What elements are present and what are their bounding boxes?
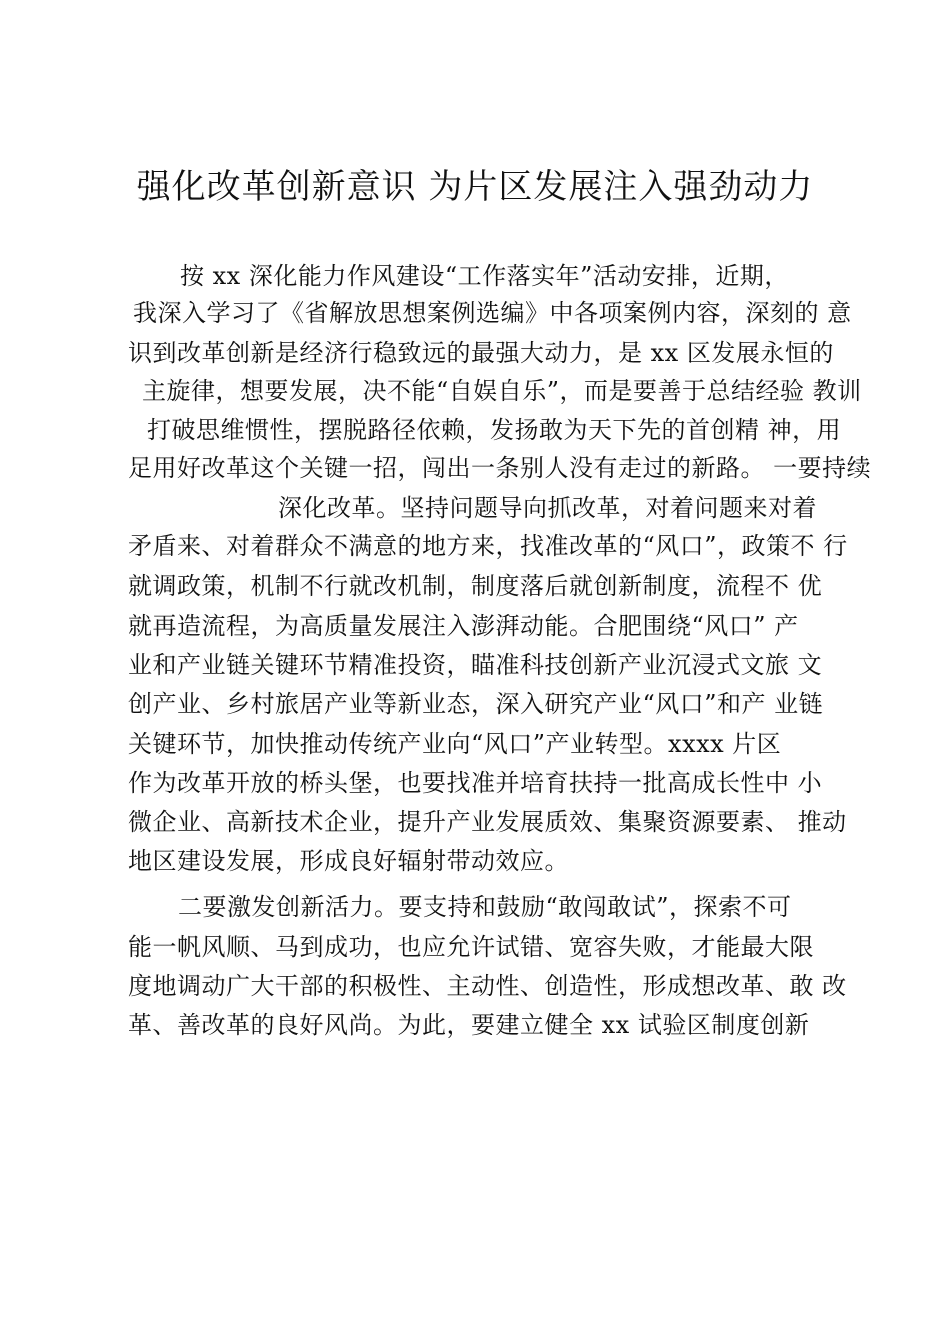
document-title: 强化改革创新意识 为片区发展注入强劲动力: [136, 167, 814, 207]
paragraph-line: 作为改革开放的桥头堡，也要找准并培育扶持一批高成长性中 小: [128, 769, 823, 797]
paragraph-line: 微企业、高新技术企业，提升产业发展质效、集聚资源要素、 推动: [128, 808, 847, 836]
paragraph-line: 度地调动广大干部的积极性、主动性、创造性，形成想改革、敢 改: [128, 972, 847, 1000]
paragraph-line: 创产业、乡村旅居产业等新业态，深入研究产业“风口”和产 业链: [128, 690, 824, 718]
paragraph-line: 按 xx 深化能力作风建设“工作落实年”活动安排，近期，: [180, 262, 789, 290]
paragraph-line: 矛盾来、对着群众不满意的地方来，找准改革的“风口”，政策不 行: [128, 532, 848, 560]
paragraph-line: 二要激发创新活力。要支持和鼓励“敢闯敢试”，探索不可: [178, 893, 792, 921]
paragraph-line: 打破思维惯性，摆脱路径依赖，发扬敢为天下先的首创精 神，用: [147, 416, 842, 444]
paragraph-line: 革、善改革的良好风尚。为此，要建立健全 xx 试验区制度创新: [128, 1011, 810, 1039]
paragraph-line: 能一帆风顺、马到成功，也应允许试错、宽容失败，才能最大限: [128, 933, 814, 961]
paragraph-line: 关键环节，加快推动传统产业向“风口”产业转型。xxxx 片区: [128, 730, 782, 758]
paragraph-line: 业和产业链关键环节精准投资，瞄准科技创新产业沉浸式文旅 文: [128, 651, 823, 679]
paragraph-line: 地区建设发展，形成良好辐射带动效应。: [128, 847, 569, 875]
paragraph-line: 我深入学习了《省解放思想案例选编》中各项案例内容，深刻的 意: [133, 299, 852, 327]
paragraph-line: 深化改革。坚持问题导向抓改革，对着问题来对着: [278, 494, 817, 522]
paragraph-line: 足用好改革这个关键一招，闯出一条别人没有走过的新路。 一要持续: [128, 454, 872, 482]
paragraph-line: 就再造流程，为高质量发展注入澎湃动能。合肥围绕“风口” 产: [128, 612, 799, 640]
paragraph-line: 识到改革创新是经济行稳致远的最强大动力，是 xx 区发展永恒的: [128, 339, 834, 367]
paragraph-line: 主旋律，想要发展，决不能“自娱自乐”，而是要善于总结经验 教训: [142, 377, 862, 405]
paragraph-line: 就调政策，机制不行就改机制，制度落后就创新制度，流程不 优: [128, 572, 823, 600]
